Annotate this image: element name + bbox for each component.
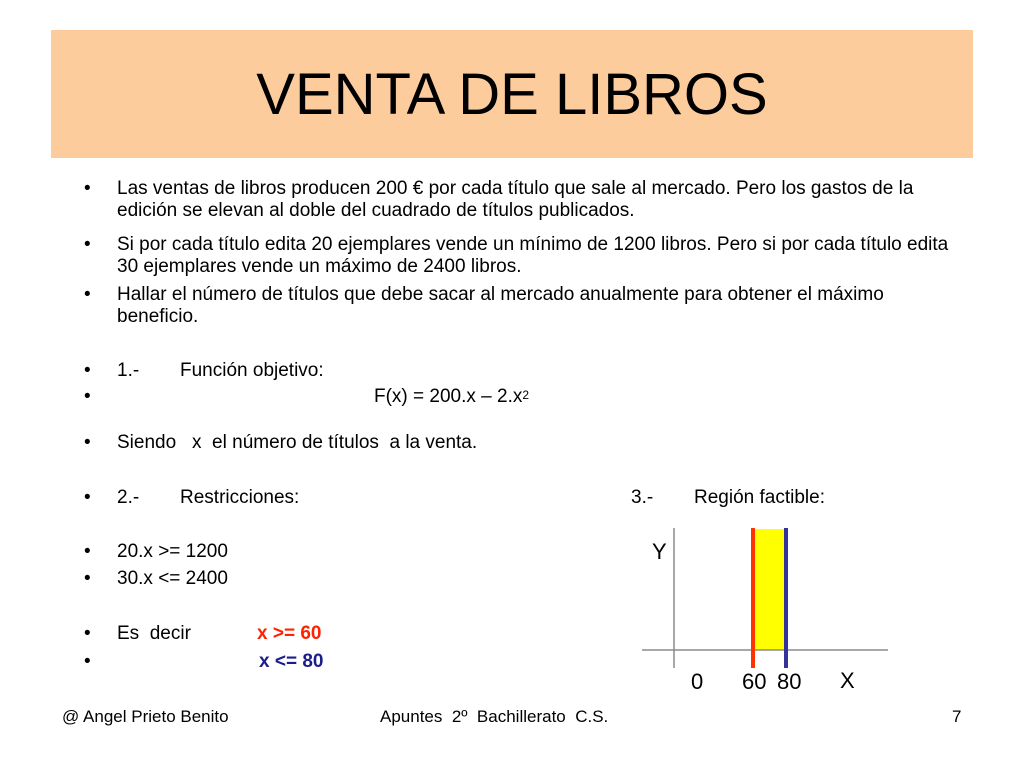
bullet-text: Si por cada título edita 20 ejemplares vende un mínimo de 1200 libros. Pero si por cada título edita 30 ejemplares vende un máximo de 2400 libros. <box>117 234 949 277</box>
bullet-dot: • <box>84 487 91 508</box>
bullet-dot: • <box>84 234 91 255</box>
bullet-dot: • <box>84 541 91 562</box>
feasible-region-fill <box>753 529 786 650</box>
objective-formula: F(x) = 200.x – 2.x <box>374 386 523 407</box>
objective-number: 1.- <box>117 360 140 381</box>
footer-course: Apuntes 2º Bachillerato C.S. <box>380 707 609 726</box>
bullet-dot: • <box>84 623 91 644</box>
region-label: Región factible: <box>694 487 825 508</box>
footer-author: @ Angel Prieto Benito <box>62 707 229 726</box>
region-number: 3.- <box>631 487 654 508</box>
constraint-text: 30.x <= 2400 <box>117 568 228 589</box>
bullet-text: Hallar el número de títulos que debe sacar al mercado anualmente para obtener el máximo beneficio. <box>117 284 884 327</box>
y-axis-label: Y <box>652 539 667 564</box>
x-axis-label: X <box>840 668 855 693</box>
restrictions-number: 2.- <box>117 487 140 508</box>
feasible-region-svg <box>640 528 900 698</box>
x-tick-label: 0 <box>691 669 704 694</box>
bullet-dot: • <box>84 178 91 199</box>
feasible-region-graph <box>640 528 900 698</box>
result-lower-bound: x >= 60 <box>257 623 322 644</box>
bullet-dot: • <box>84 386 91 407</box>
bullet-text: Las ventas de libros producen 200 € por cada título que sale al mercado. Pero los gastos de la edición se elevan al doble del cuadrado de títulos publicados. <box>117 178 914 221</box>
es-decir-label: Es decir <box>117 623 191 644</box>
bullet-dot: • <box>84 284 91 305</box>
footer-page-number: 7 <box>952 707 962 726</box>
objective-exponent: 2 <box>522 388 530 402</box>
bullet-dot: • <box>84 360 91 381</box>
x-tick-label: 80 <box>777 669 802 694</box>
bullet-dot: • <box>84 432 91 453</box>
bullet-dot: • <box>84 568 91 589</box>
x-tick-label: 60 <box>742 669 767 694</box>
variable-definition: Siendo x el número de títulos a la venta. <box>117 432 478 453</box>
restrictions-label: Restricciones: <box>180 487 300 508</box>
title-band <box>51 30 973 158</box>
result-upper-bound: x <= 80 <box>259 651 324 672</box>
bullet-dot: • <box>84 651 91 672</box>
slide-title: VENTA DE LIBROS <box>256 61 768 127</box>
objective-label: Función objetivo: <box>180 360 324 381</box>
constraint-text: 20.x >= 1200 <box>117 541 228 562</box>
